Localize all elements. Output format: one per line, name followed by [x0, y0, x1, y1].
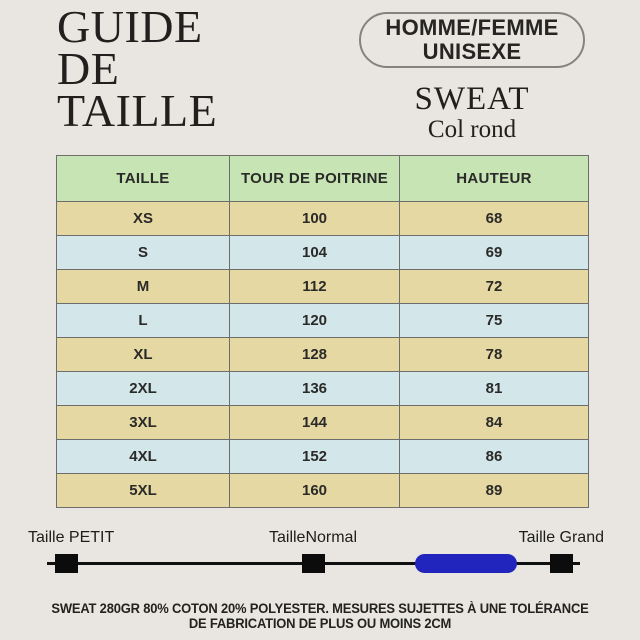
fit-label-normal: TailleNormal — [268, 529, 358, 546]
table-header-row — [57, 156, 589, 202]
fit-label-large: Taille Grand — [518, 529, 604, 546]
fit-marker-normal — [302, 554, 325, 573]
page-title-line-3: TAILLE — [57, 85, 218, 136]
header-cell-hauteur: HAUTEUR — [400, 156, 589, 202]
fit-indicator-pill — [415, 554, 517, 573]
footnote-line-1: SWEAT 280GR 80% COTON 20% POLYESTER. MESURES SUJETTES À UNE TOLÉRANCE — [51, 601, 589, 616]
unisex-badge — [359, 12, 585, 68]
table-cell-chest: 104 — [230, 236, 400, 270]
table-cell-size: S — [57, 236, 230, 270]
table-cell-size: M — [57, 270, 230, 304]
table-cell-height: 68 — [400, 202, 589, 236]
table-row — [57, 440, 589, 474]
table-cell-height: 81 — [400, 372, 589, 406]
product-name: SWEAT — [414, 81, 530, 117]
table-row — [57, 338, 589, 372]
size-table — [56, 155, 589, 508]
table-cell-size: 2XL — [57, 372, 230, 406]
footnote — [13, 601, 627, 631]
table-cell-size: L — [57, 304, 230, 338]
table-cell-chest: 120 — [230, 304, 400, 338]
product-subtitle: Col rond — [427, 116, 517, 143]
table-cell-chest: 112 — [230, 270, 400, 304]
table-cell-size: 3XL — [57, 406, 230, 440]
table-cell-size: XS — [57, 202, 230, 236]
page-title-line-1: GUIDE — [57, 1, 203, 52]
page-title — [57, 1, 218, 136]
table-row — [57, 270, 589, 304]
table-row — [57, 372, 589, 406]
page-title-line-2: DE — [57, 43, 120, 94]
unisex-badge-line-2: UNISEXE — [422, 39, 522, 64]
table-row — [57, 474, 589, 508]
header-cell-taille: TAILLE — [57, 156, 230, 202]
fit-marker-small — [55, 554, 78, 573]
fit-marker-large — [550, 554, 573, 573]
table-row — [57, 304, 589, 338]
table-cell-chest: 160 — [230, 474, 400, 508]
table-cell-chest: 152 — [230, 440, 400, 474]
fit-label-small: Taille PETIT — [28, 529, 115, 546]
unisex-badge-line-1: HOMME/FEMME — [385, 15, 559, 40]
table-cell-height: 86 — [400, 440, 589, 474]
table-cell-chest: 144 — [230, 406, 400, 440]
table-cell-chest: 136 — [230, 372, 400, 406]
table-cell-chest: 100 — [230, 202, 400, 236]
table-row — [57, 236, 589, 270]
table-row — [57, 202, 589, 236]
table-cell-height: 72 — [400, 270, 589, 304]
table-cell-chest: 128 — [230, 338, 400, 372]
footnote-line-2: DE FABRICATION DE PLUS OU MOINS 2CM — [188, 616, 452, 631]
table-cell-size: XL — [57, 338, 230, 372]
table-cell-height: 89 — [400, 474, 589, 508]
table-cell-height: 69 — [400, 236, 589, 270]
table-cell-size: 5XL — [57, 474, 230, 508]
product-info — [355, 82, 589, 143]
header-cell-poitrine: TOUR DE POITRINE — [230, 156, 400, 202]
table-cell-height: 84 — [400, 406, 589, 440]
table-cell-height: 78 — [400, 338, 589, 372]
table-cell-size: 4XL — [57, 440, 230, 474]
table-row — [57, 406, 589, 440]
table-cell-height: 75 — [400, 304, 589, 338]
